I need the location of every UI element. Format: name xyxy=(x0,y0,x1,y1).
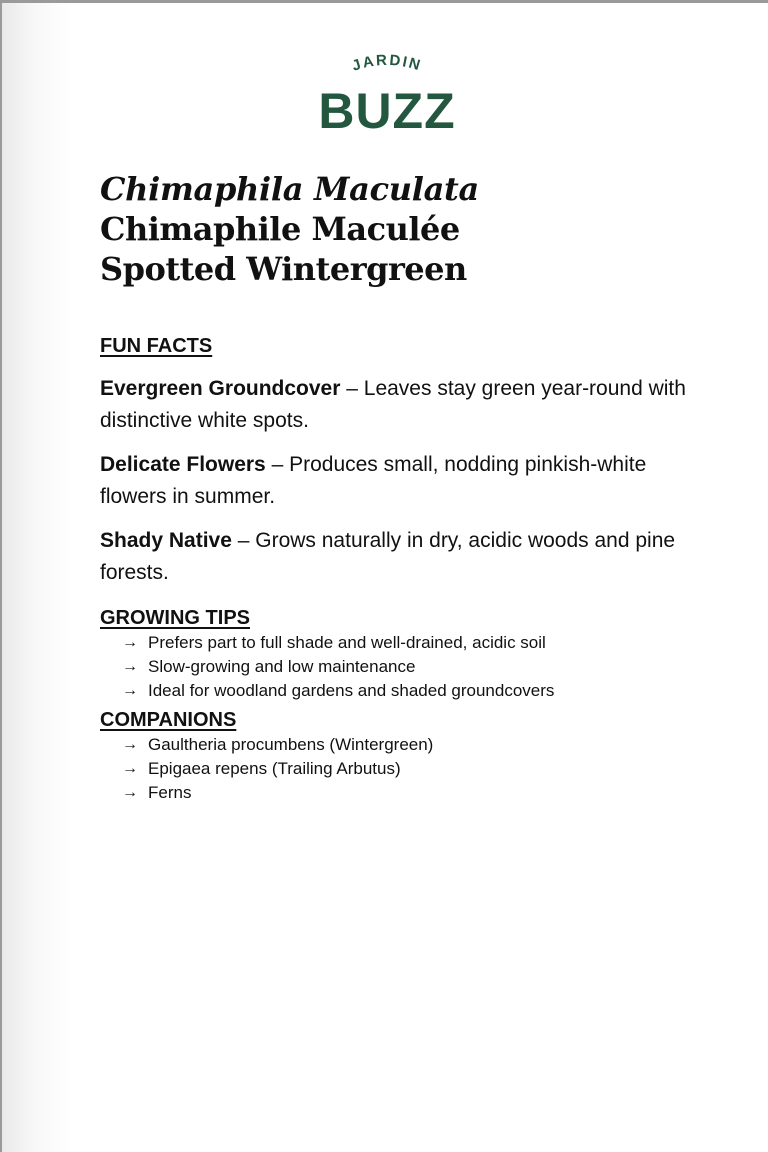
arrow-right-icon: → xyxy=(122,634,138,651)
fun-fact-text: – Leaves stay green year-round with distinctive white spots. xyxy=(100,377,686,432)
arrow-right-icon: → xyxy=(122,682,138,699)
list-item xyxy=(122,781,700,805)
fun-fact-item xyxy=(100,525,700,589)
fun-facts-heading: FUN FACTS xyxy=(100,335,213,357)
jardin-buzz-logo xyxy=(302,51,472,135)
arrow-right-icon: → xyxy=(122,658,138,675)
list-item-text: Epigaea repens (Trailing Arbutus) xyxy=(148,759,401,778)
logo-text-buzz: BUZZ xyxy=(318,83,456,135)
companions-list xyxy=(100,733,700,805)
fun-fact-text: – Produces small, nodding pinkish-white flowers in summer. xyxy=(100,453,647,508)
fun-fact-term: Evergreen Groundcover xyxy=(100,377,341,400)
fun-fact-term: Delicate Flowers xyxy=(100,453,266,476)
list-item xyxy=(122,757,700,781)
main-content xyxy=(100,169,700,805)
list-item xyxy=(122,631,700,655)
list-item xyxy=(122,679,700,703)
companions-heading: COMPANIONS xyxy=(100,709,237,731)
fun-fact-item xyxy=(100,373,700,437)
logo-text-jardin: JARDIN xyxy=(349,51,424,75)
list-item-text: Ferns xyxy=(148,783,192,802)
fun-fact-item xyxy=(100,449,700,513)
arrow-right-icon: → xyxy=(122,760,138,777)
list-item xyxy=(122,655,700,679)
fun-fact-text: – Grows naturally in dry, acidic woods and pine forests. xyxy=(100,529,676,584)
title-french-name: Chimaphile Maculée xyxy=(100,210,460,248)
list-item-text: Gaultheria procumbens (Wintergreen) xyxy=(148,735,434,754)
svg-text:JARDIN xyxy=(350,52,424,75)
title-latin-name: Chimaphila Maculata xyxy=(100,170,479,208)
list-item xyxy=(122,733,700,757)
title-english-name: Spotted Wintergreen xyxy=(100,250,467,288)
list-item-text: Slow-growing and low maintenance xyxy=(148,657,416,676)
growing-tips-list xyxy=(100,631,700,703)
list-item-text: Prefers part to full shade and well-drained, acidic soil xyxy=(148,633,546,652)
arrow-right-icon: → xyxy=(122,784,138,801)
growing-tips-heading: GROWING TIPS xyxy=(100,607,250,629)
fun-fact-term: Shady Native xyxy=(100,529,232,552)
arrow-right-icon: → xyxy=(122,736,138,753)
list-item-text: Ideal for woodland gardens and shaded groundcovers xyxy=(148,681,555,700)
